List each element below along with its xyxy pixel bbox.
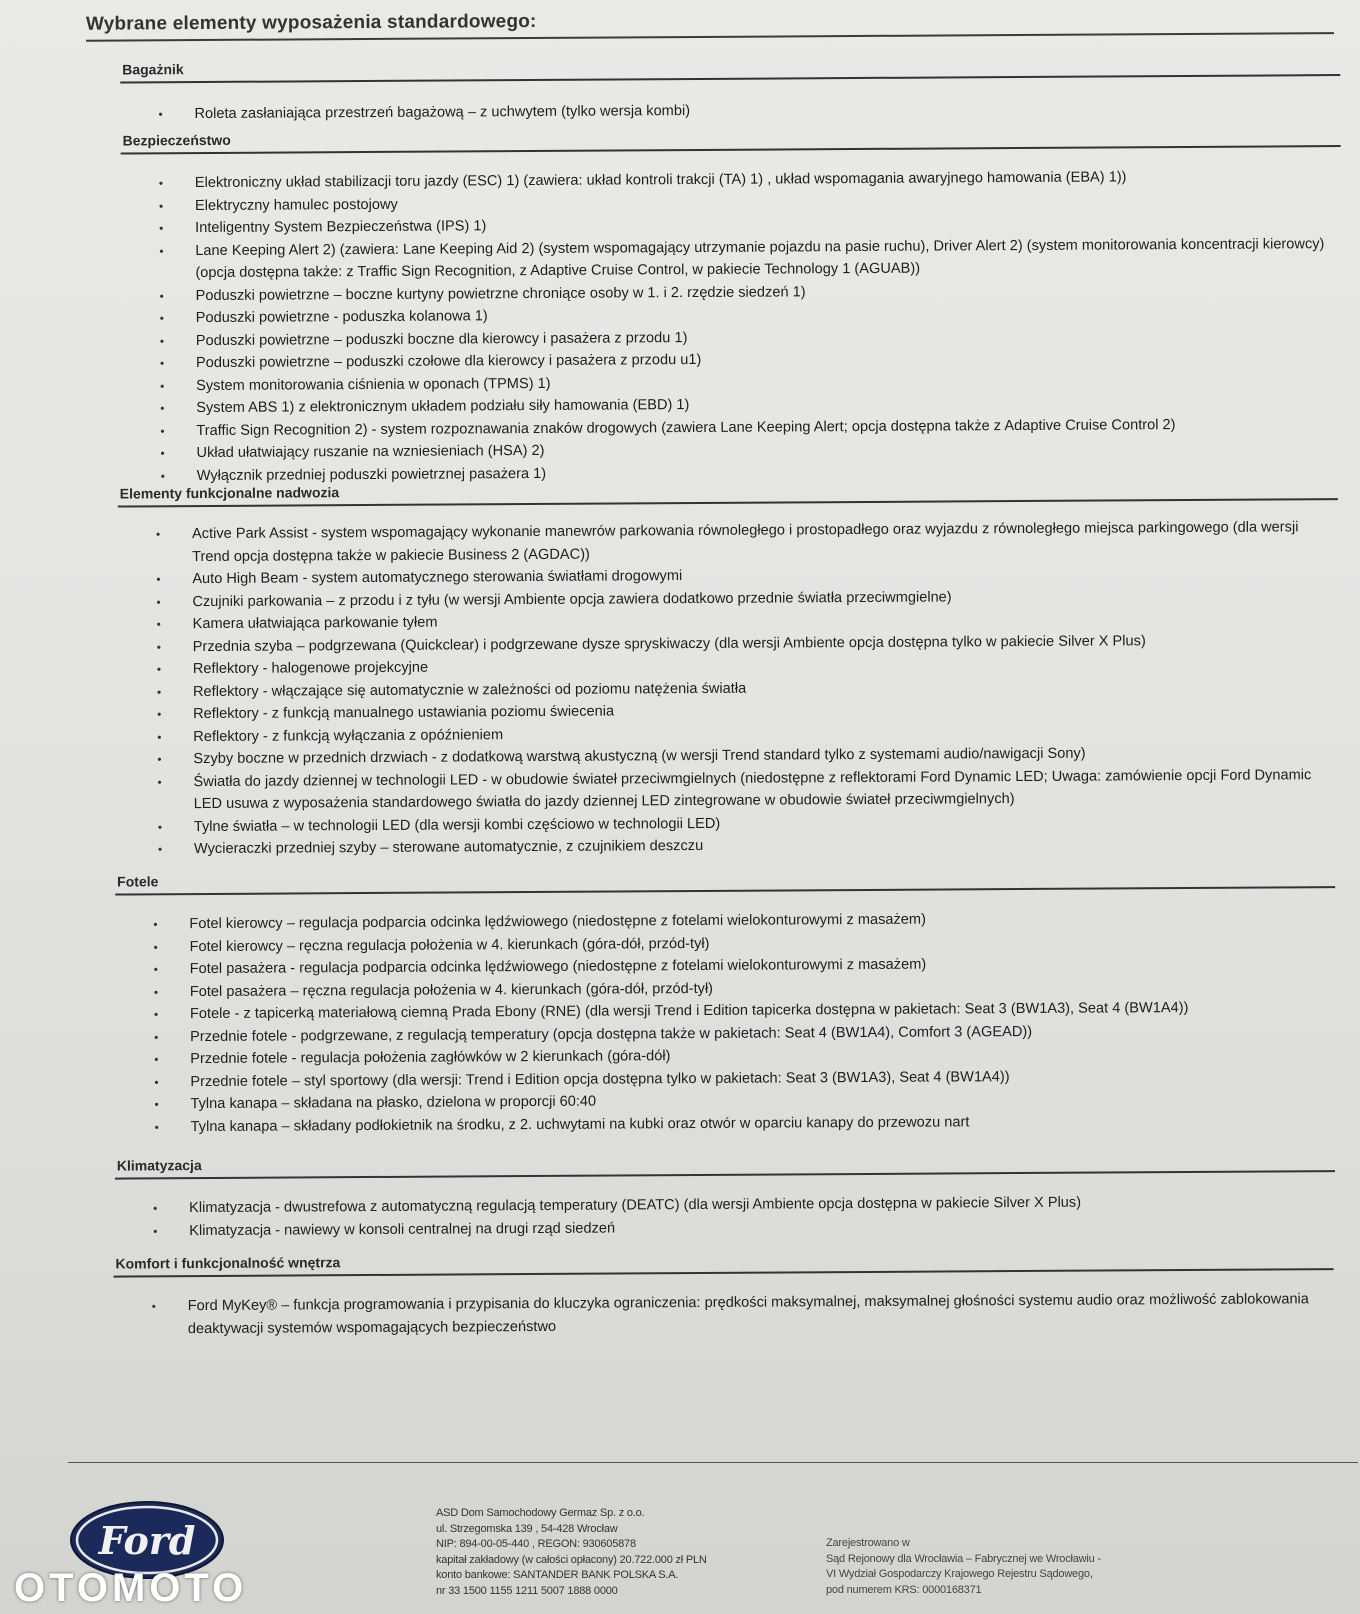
list-item-text: Elektroniczny układ stabilizacji toru jazdy (ESC) 1) (zawiera: układ kontroli trakcji (TA) 1) , układ wspomagania awaryjnego hamowania (EBA) 1)) [194, 169, 1127, 192]
list-item-text: Auto High Beam - system automatycznego sterowania światłami drogowymi [192, 568, 683, 588]
bullet-icon: • [157, 774, 162, 789]
list-item-text: Światła do jazdy dziennej w technologii LED - w obudowie świateł przeciwmgielnych (niedostępne z reflektorami Ford Dynamic LED; Uwaga: zamówienie opcji Ford Dynamic LED usuwa z wyposażenia standardowego światła do jazdy dziennej LED zintegrowane w obudowie świateł przeciwmgielnych) [193, 766, 1312, 813]
bullet-icon: • [159, 356, 165, 371]
list-item-text: Poduszki powietrzne – boczne kurtyny powietrzne chroniące osoby w 1. i 2. rzędzie siedzeń 1) [195, 283, 806, 304]
list-item-text: Poduszki powietrzne - poduszka kolanowa 1) [195, 308, 488, 327]
bullet-icon: • [160, 468, 165, 483]
list-item-text: Klimatyzacja - nawiewy w konsoli centralnej na drugi rząd siedzeń [189, 1220, 616, 1239]
bullet-icon: • [153, 962, 158, 977]
bullet-icon: • [156, 684, 162, 699]
bullet-icon: • [159, 288, 164, 303]
bullet-icon: • [154, 1119, 159, 1134]
list-item-text: Elektryczny hamulec postojowy [194, 196, 398, 214]
footer-line: VI Wydział Gospodarczy Krajowego Rejestru Sądowego, [826, 1568, 1093, 1580]
footer-line: NIP: 894-00-05-440 , REGON: 930605878 [436, 1538, 636, 1550]
bullet-icon: • [156, 662, 162, 677]
list-item-text: Reflektory - z funkcją manualnego ustawiania poziomu świecenia [193, 703, 615, 723]
bullet-icon: • [153, 1223, 158, 1238]
section-2 [121, 123, 1343, 487]
list-item-text: Poduszki powietrzne – poduszki boczne dla kierowcy i pasażera z przodu 1) [195, 329, 688, 349]
footer-line: Sąd Rejonowy dla Wrocławia – Fabrycznej we Wrocławiu - [826, 1552, 1101, 1565]
bullet-icon: • [157, 707, 162, 722]
list-item-text: System monitorowania ciśnienia w oponach (TPMS) 1) [196, 375, 551, 394]
section-list [115, 1190, 1335, 1242]
list-item [121, 233, 1341, 285]
bullet-icon: • [151, 1299, 156, 1314]
list-item-text: Szyby boczne w przednich drzwiach - z dodatkową warstwą akustyczną (w wersji Trend standard tylko z systemami audio/nawigacji Sony) [193, 745, 1086, 768]
bullet-icon: • [159, 221, 164, 236]
list-item [120, 96, 1340, 126]
list-item-text: Przednie fotele - regulacja położenia zagłówków w 2 kierunkach (góra-dół) [190, 1048, 671, 1068]
section-1 [120, 52, 1340, 126]
footer-line: ASD Dom Samochodowy Germaz Sp. z o.o. [436, 1507, 645, 1519]
bullet-icon: • [154, 1097, 159, 1112]
list-item-text: Kamera ułatwiająca parkowanie tyłem [192, 614, 438, 633]
bullet-icon: • [159, 333, 165, 348]
list-item [119, 764, 1339, 816]
list-item-text: Fotel pasażera - regulacja podparcia odcinka lędźwiowego (niedostępne z fotelami wielokonturowymi z masażem) [189, 956, 927, 978]
section-heading: Komfort i funkcjonalność wnętrza [115, 1254, 341, 1272]
section-heading: Elementy funkcjonalne nadwozia [119, 484, 340, 502]
section-heading: Klimatyzacja [116, 1157, 202, 1174]
ford-logo-text: Ford [98, 1518, 196, 1563]
section-list [121, 165, 1343, 487]
bullet-icon: • [154, 1029, 159, 1044]
footer-line: ul. Strzegomska 139 , 54-428 Wrocław [436, 1522, 618, 1535]
section-4 [115, 864, 1337, 1138]
footer-line: Zarejestrowano w [826, 1537, 910, 1549]
bullet-icon: • [157, 819, 163, 834]
list-item [118, 516, 1338, 568]
list-item-text: Fotele - z tapicerką materiałową ciemną Prada Ebony (RNE) (dla wersji Trend i Edition tapicerka dostępna w pakietach: Seat 3 (BW1A3), Seat 4 (BW1A4)) [189, 1000, 1189, 1023]
bullet-icon: • [159, 243, 164, 258]
footer-line: kapitał zakładowy (w całości opłacony) 20.722.000 zł PLN [436, 1553, 707, 1566]
section-list [114, 1288, 1334, 1340]
list-item-text: Czujniki parkowania – z przodu i z tyłu (w wersji Ambiente opcja zawiera dodatkowo przednie światła przeciwmgielne) [192, 588, 952, 610]
bullet-icon: • [158, 176, 164, 191]
bullet-icon: • [160, 401, 165, 416]
section-list [120, 96, 1340, 126]
list-item-text: Przednia szyba – podgrzewana (Quickclear) i podgrzewane dysze spryskiwaczy (dla wersji Ambiente opcja dostępna tylko w pakiecie Silver X Plus) [192, 632, 1146, 655]
list-item-text: Wycieraczki przedniej szyby – sterowane automatycznie, z czujnikiem deszczu [193, 837, 704, 858]
list-item-text: Reflektory - z funkcją wyłączania z opóźnieniem [193, 726, 504, 745]
bullet-icon: • [153, 917, 158, 932]
bullet-icon: • [154, 1074, 159, 1089]
bullet-icon: • [154, 1052, 159, 1067]
section-3 [118, 476, 1340, 861]
bullet-icon: • [153, 984, 159, 999]
bullet-icon: • [157, 842, 163, 857]
footer-divider [68, 1462, 1358, 1463]
list-item-text: Inteligentny System Bezpieczeństwa (IPS) 1) [195, 218, 487, 237]
footer-line: pod numerem KRS: 0000168371 [826, 1583, 982, 1596]
bullet-icon: • [153, 1201, 158, 1216]
bullet-icon: • [160, 378, 165, 393]
list-item-text: Fotel pasażera – ręczna regulacja położenia w 4. kierunkach (góra-dół, przód-tył) [189, 980, 714, 1000]
page-title: Wybrane elementy wyposażenia standardowego: [85, 10, 537, 35]
list-item-text: Przednie fotele – styl sportowy (dla wersji: Trend i Edition opcja dostępna tylko w pakietach: Seat 3 (BW1A3), Seat 4 (BW1A4)) [190, 1068, 1010, 1090]
list-item-text: Active Park Assist - system wspomagający wykonanie manewrów parkowania równoległego i prostopadłego oraz wyjazdu z równoległego miejsca parkingowego (dla wersji Trend opcja dostępna także w pakiecie Business 2 (AGDAC)) [191, 519, 1299, 565]
section-list [115, 906, 1336, 1138]
list-item [114, 1288, 1334, 1340]
list-item-text: Reflektory - włączające się automatycznie w zależności od poziomu natężenia światła [192, 680, 747, 700]
bullet-icon: • [156, 617, 161, 632]
list-item-text: Fotel kierowcy – ręczna regulacja położenia w 4. kierunkach (góra-dół, przód-tył) [189, 935, 710, 955]
bullet-icon: • [160, 423, 165, 438]
list-item-text: Roleta zasłaniająca przestrzeń bagażową – z uchwytem (tylko wersja kombi) [194, 103, 691, 123]
list-item-text: Układ ułatwiający ruszanie na wzniesieniach (HSA) 2) [196, 442, 545, 462]
bullet-icon: • [153, 939, 158, 954]
section-list [118, 516, 1340, 861]
bullet-icon: • [156, 639, 161, 654]
bullet-icon: • [153, 1007, 159, 1022]
bullet-icon: • [157, 752, 162, 767]
bullet-icon: • [160, 446, 165, 461]
section-heading: Fotele [117, 873, 159, 890]
list-item-text: Wyłącznik przedniej poduszki powietrznej pasażera 1) [196, 465, 547, 484]
list-item-text: System ABS 1) z elektronicznym układem podziału siły hamowania (EBD) 1) [196, 397, 690, 417]
list-item-text: Reflektory - halogenowe projekcyjne [192, 659, 429, 678]
list-item-text: Tylna kanapa – składany podłokietnik na środku, z 2. uchwytami na kubki oraz otwór w oparciu kanapy do przewozu nart [190, 1113, 970, 1135]
bullet-icon: • [158, 107, 163, 122]
bullet-icon: • [159, 311, 164, 326]
bullet-icon: • [155, 527, 161, 542]
list-item-text: Przednie fotele - podgrzewane, z regulacją temperatury (opcja dostępna także w pakietach: Seat 4 (BW1A4), Comfort 3 (AGEAD)) [190, 1023, 1033, 1045]
bullet-icon: • [156, 594, 161, 609]
section-heading: Bagażnik [122, 61, 184, 78]
list-item-text: Fotel kierowcy – regulacja podparcia odcinka lędźwiowego (niedostępne z fotelami wielokonturowymi z masażem) [189, 911, 926, 933]
section-5 [115, 1148, 1336, 1242]
footer-line: nr 33 1500 1155 1211 5007 1888 0000 [436, 1584, 618, 1597]
list-item-text: Tylna kanapa – składana na płasko, dzielona w proporcji 60:40 [190, 1093, 597, 1113]
section-heading: Bezpieczeństwo [122, 131, 231, 149]
bullet-icon: • [158, 198, 164, 213]
list-item-text: Klimatyzacja - dwustrefowa z automatyczną regulacją temperatury (DEATC) (dla wersji Ambiente opcja dostępna w pakiecie Silver X Plus) [189, 1194, 1082, 1217]
list-item-text: Ford MyKey® – funkcja programowania i przypisania do kluczyka ograniczenia: prędkości maksymalnej, maksymalnej głośności systemu audio oraz możliwość zablokowania deaktywacji systemów wspomagających bezpieczeństwo [187, 1291, 1309, 1337]
list-item-text: Tylne światła – w technologii LED (dla wersji kombi częściowo w technologii LED) [193, 815, 721, 835]
registry-info-block [826, 1536, 1101, 1598]
list-item-text: Poduszki powietrzne – poduszki czołowe dla kierowcy i pasażera z przodu u1) [195, 351, 702, 372]
footer-line: konto bankowe: SANTANDER BANK POLSKA S.A. [436, 1569, 679, 1581]
section-6 [113, 1246, 1334, 1340]
list-item-text: Lane Keeping Alert 2) (zawiera: Lane Keeping Aid 2) (system wspomagający utrzymanie pojazdu na pasie ruchu), Driver Alert 2) (system monitorowania koncentracji kierowcy) (opcja dostępna także: z Traffic Sign Recognition, z Adaptive Cruise Control, w pakiecie Technology 1 (AGUAB)) [195, 235, 1325, 282]
list-item-text: Traffic Sign Recognition 2) - system rozpoznawania znaków drogowych (zawiera Lane Keeping Alert; opcja dostępna także z Adaptive Cruise Control 2) [196, 416, 1176, 439]
bullet-icon: • [157, 729, 162, 744]
bullet-icon: • [156, 572, 161, 587]
dealer-address-block [436, 1506, 707, 1599]
otomoto-watermark: OTOMOTO [14, 1566, 248, 1610]
